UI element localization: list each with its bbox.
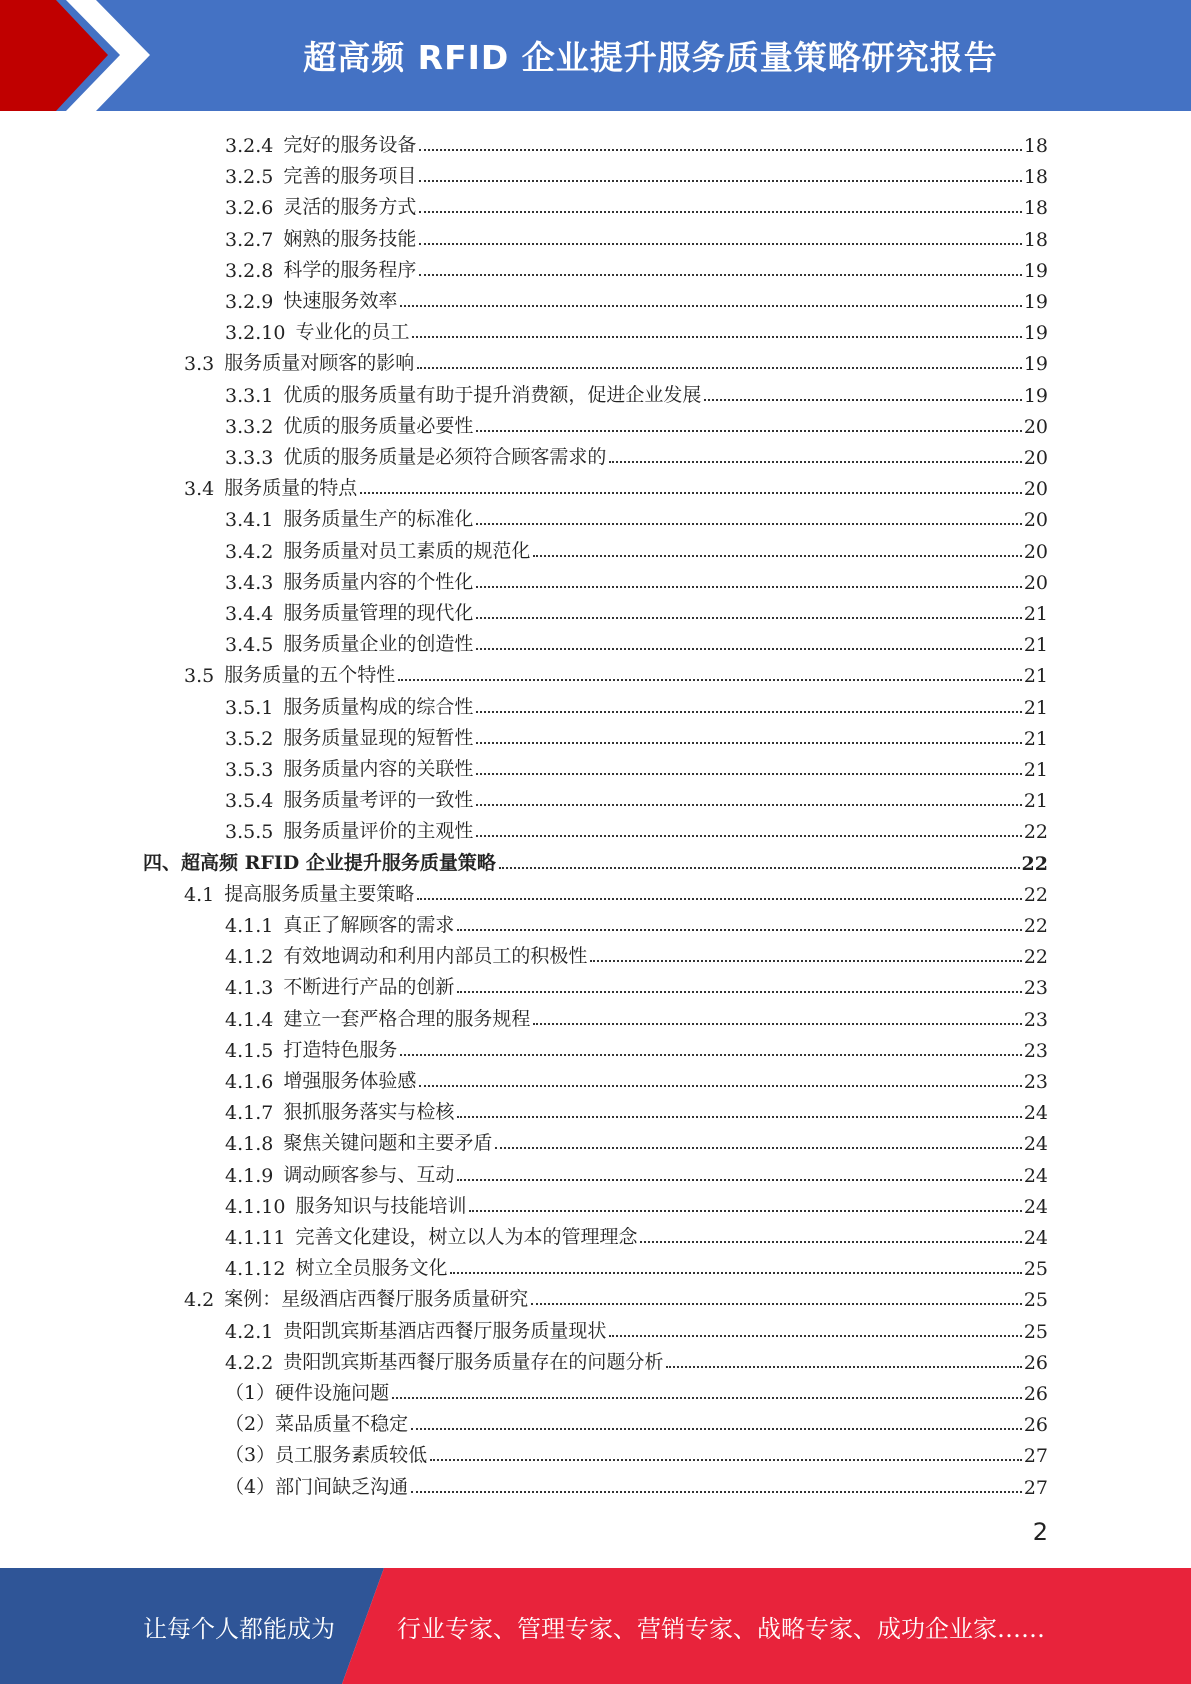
toc-entry-number: 3.5.2 bbox=[225, 727, 274, 750]
toc-entry-page: 21 bbox=[1023, 665, 1048, 688]
toc-entry-page: 19 bbox=[1023, 259, 1048, 282]
toc-dot-leader bbox=[609, 1335, 1021, 1337]
toc-entry-title: 服务质量的五个特性 bbox=[224, 664, 396, 687]
toc-entry-number: 3.3 bbox=[184, 353, 215, 376]
toc-entry-number: 3.3.2 bbox=[225, 415, 274, 438]
toc-dot-leader bbox=[469, 1210, 1021, 1212]
toc-entry-number: 4.1.8 bbox=[225, 1133, 274, 1156]
toc-entry-title: 狠抓服务落实与检核 bbox=[283, 1101, 455, 1124]
toc-entry[interactable] bbox=[184, 1280, 1048, 1311]
toc-entry[interactable] bbox=[225, 1031, 1048, 1062]
toc-entry-page: 25 bbox=[1023, 1320, 1048, 1343]
footer-banner bbox=[0, 1568, 1191, 1684]
toc-entry-number: 4.1.5 bbox=[225, 1039, 274, 1062]
toc-entry-title: 打造特色服务 bbox=[283, 1038, 398, 1061]
toc-dot-leader bbox=[457, 929, 1021, 931]
toc-dot-leader bbox=[531, 1303, 1022, 1305]
toc-entry-page: 24 bbox=[1023, 1195, 1048, 1218]
toc-dot-leader bbox=[417, 367, 1022, 369]
toc-entry[interactable] bbox=[225, 1468, 1048, 1499]
toc-dot-leader bbox=[590, 960, 1021, 962]
toc-dot-leader bbox=[419, 274, 1021, 276]
toc-entry[interactable] bbox=[225, 1187, 1048, 1218]
toc-entry-number: 3.2.7 bbox=[225, 228, 274, 251]
toc-dot-leader bbox=[476, 586, 1021, 588]
toc-entry-title: 建立一套严格合理的服务规程 bbox=[283, 1007, 531, 1030]
toc-entry-title: 增强服务体验感 bbox=[283, 1070, 417, 1092]
toc-entry-page: 18 bbox=[1023, 228, 1048, 251]
toc-entry-title: 有效地调动和利用内部员工的积极性 bbox=[283, 945, 588, 968]
toc-dot-leader bbox=[400, 1054, 1021, 1056]
toc-entry-page: 18 bbox=[1023, 197, 1048, 220]
toc-entry-page: 19 bbox=[1023, 322, 1048, 345]
toc-entry-title: 贵阳凯宾斯基西餐厅服务质量存在的问题分析 bbox=[283, 1350, 664, 1373]
toc-entry-page: 21 bbox=[1023, 603, 1048, 625]
toc-entry-page: 22 bbox=[1023, 883, 1048, 906]
toc-entry-page: 27 bbox=[1023, 1476, 1048, 1499]
toc-entry-page: 26 bbox=[1023, 1383, 1048, 1405]
toc-entry-title: 服务质量的特点 bbox=[224, 477, 358, 500]
toc-dot-leader bbox=[450, 1272, 1021, 1274]
toc-dot-leader bbox=[476, 711, 1021, 713]
toc-entry-number: 3.4.4 bbox=[225, 603, 274, 625]
toc-entry-title: 服务质量管理的现代化 bbox=[283, 602, 474, 624]
toc-entry-title: 服务质量对员工素质的规范化 bbox=[283, 539, 531, 562]
toc-dot-leader bbox=[417, 898, 1022, 900]
header-arrow-decoration bbox=[0, 0, 160, 111]
toc-entry-title: 完善的服务项目 bbox=[283, 165, 417, 188]
toc-entry[interactable] bbox=[225, 968, 1048, 999]
toc-dot-leader bbox=[430, 1459, 1022, 1461]
toc-entry-title: 娴熟的服务技能 bbox=[283, 227, 417, 250]
toc-entry[interactable] bbox=[225, 126, 1048, 157]
toc-entry-title: 不断进行产品的创新 bbox=[283, 976, 455, 999]
toc-entry-title: 服务质量显现的短暂性 bbox=[283, 726, 474, 749]
toc-entry-number: 3.3.1 bbox=[225, 384, 274, 407]
toc-entry-page: 23 bbox=[1023, 1071, 1048, 1093]
toc-entry[interactable] bbox=[225, 1062, 1048, 1093]
toc-entry[interactable] bbox=[225, 500, 1048, 531]
toc-dot-leader bbox=[400, 305, 1021, 307]
toc-entry-page: 21 bbox=[1023, 634, 1048, 657]
toc-dot-leader bbox=[704, 399, 1021, 401]
toc-entry-page: 24 bbox=[1023, 1164, 1048, 1187]
toc-entry-number: 3.2.8 bbox=[225, 259, 274, 282]
toc-entry-title: 四、超高频 RFID 企业提升服务质量策略 bbox=[143, 851, 496, 874]
toc-entry[interactable] bbox=[225, 563, 1048, 594]
toc-entry-title: 服务质量生产的标准化 bbox=[283, 508, 474, 531]
toc-entry[interactable] bbox=[225, 1405, 1048, 1436]
toc-dot-leader bbox=[476, 773, 1021, 775]
toc-dot-leader bbox=[533, 555, 1021, 557]
toc-entry-page: 21 bbox=[1023, 759, 1048, 781]
toc-entry-number: 3.2.9 bbox=[225, 291, 274, 313]
toc-entry-page: 23 bbox=[1023, 1008, 1048, 1031]
toc-entry-page: 20 bbox=[1023, 478, 1048, 501]
toc-dot-leader bbox=[476, 523, 1021, 525]
toc-entry-title: 服务质量考评的一致性 bbox=[283, 789, 474, 812]
toc-entry-number: 4.2.2 bbox=[225, 1351, 274, 1374]
toc-entry[interactable] bbox=[225, 313, 1048, 344]
toc-entry-page: 24 bbox=[1023, 1227, 1048, 1249]
toc-entry-number: 3.5.3 bbox=[225, 759, 274, 781]
toc-entry[interactable] bbox=[225, 251, 1048, 282]
toc-entry-page: 22 bbox=[1021, 852, 1048, 875]
toc-entry-page: 20 bbox=[1023, 509, 1048, 532]
toc-entry-number: 4.1.11 bbox=[225, 1227, 286, 1249]
toc-entry-number: 4.1.7 bbox=[225, 1102, 274, 1125]
toc-entry-title: 灵活的服务方式 bbox=[283, 196, 417, 219]
toc-entry[interactable] bbox=[225, 438, 1048, 469]
toc-entry-title: 快速服务效率 bbox=[283, 290, 398, 312]
toc-entry-number: 4.1.2 bbox=[225, 946, 274, 969]
toc-entry[interactable] bbox=[225, 1374, 1048, 1405]
header-banner bbox=[0, 0, 1191, 111]
toc-entry-page: 20 bbox=[1023, 540, 1048, 563]
toc-dot-leader bbox=[411, 1491, 1022, 1493]
toc-entry-title: 完善文化建设，树立以人为本的管理理念 bbox=[295, 1226, 638, 1248]
toc-entry-page: 20 bbox=[1023, 447, 1048, 469]
toc-entry-title: 科学的服务程序 bbox=[283, 258, 417, 281]
toc-entry[interactable] bbox=[225, 1249, 1048, 1280]
toc-dot-leader bbox=[392, 1397, 1022, 1399]
toc-entry[interactable] bbox=[225, 188, 1048, 219]
toc-entry-number: 3.4.2 bbox=[225, 540, 274, 563]
toc-entry[interactable] bbox=[225, 1093, 1048, 1124]
toc-entry-page: 19 bbox=[1023, 353, 1048, 376]
toc-entry-title: 完好的服务设备 bbox=[283, 134, 417, 156]
toc-dot-leader bbox=[476, 430, 1021, 432]
toc-dot-leader bbox=[419, 243, 1021, 245]
toc-entry[interactable] bbox=[225, 719, 1048, 750]
toc-entry-number: 3.2.4 bbox=[225, 135, 274, 157]
toc-entry[interactable] bbox=[184, 656, 1048, 687]
toc-entry-page: 19 bbox=[1023, 384, 1048, 407]
toc-entry-title: （3）员工服务素质较低 bbox=[225, 1444, 428, 1467]
toc-entry[interactable] bbox=[225, 781, 1048, 812]
toc-entry-page: 22 bbox=[1023, 915, 1048, 937]
toc-entry[interactable] bbox=[225, 407, 1048, 438]
toc-entry-title: 树立全员服务文化 bbox=[295, 1257, 448, 1280]
toc-entry-number: 4.2 bbox=[184, 1289, 215, 1312]
toc-dot-leader bbox=[476, 742, 1021, 744]
toc-entry-title: 优质的服务质量有助于提升消费额，促进企业发展 bbox=[283, 383, 702, 406]
toc-entry-page: 20 bbox=[1023, 415, 1048, 438]
toc-entry-title: （1）硬件设施问题 bbox=[225, 1382, 390, 1404]
toc-entry-page: 24 bbox=[1023, 1133, 1048, 1156]
toc-dot-leader bbox=[666, 1366, 1021, 1368]
toc-entry[interactable] bbox=[225, 937, 1048, 968]
toc-entry-number: 3.5.1 bbox=[225, 696, 274, 719]
toc-entry-number: 4.1.3 bbox=[225, 977, 274, 1000]
toc-entry-number: 4.1.10 bbox=[225, 1195, 286, 1218]
report-title: 超高频 RFID 企业提升服务质量策略研究报告 bbox=[303, 38, 998, 77]
toc-dot-leader bbox=[495, 1147, 1021, 1149]
toc-dot-leader bbox=[419, 211, 1021, 213]
toc-entry-title: 服务知识与技能培训 bbox=[295, 1194, 467, 1217]
page-number: 2 bbox=[1032, 1518, 1048, 1546]
toc-entry-page: 26 bbox=[1023, 1414, 1048, 1437]
toc-entry-number: 3.5.4 bbox=[225, 790, 274, 813]
toc-entry-page: 18 bbox=[1023, 135, 1048, 157]
toc-dot-leader bbox=[411, 1428, 1022, 1430]
toc-entry-title: （2）菜品质量不稳定 bbox=[225, 1413, 409, 1436]
toc-dot-leader bbox=[476, 648, 1021, 650]
toc-entry-page: 22 bbox=[1023, 946, 1048, 969]
toc-entry[interactable] bbox=[225, 532, 1048, 563]
toc-entry-title: 优质的服务质量必要性 bbox=[283, 414, 474, 437]
toc-entry[interactable] bbox=[225, 594, 1048, 625]
toc-dot-leader bbox=[419, 180, 1021, 182]
toc-entry-page: 26 bbox=[1023, 1351, 1048, 1374]
toc-dot-leader bbox=[533, 1023, 1021, 1025]
toc-dot-leader bbox=[476, 804, 1021, 806]
toc-dot-leader bbox=[360, 492, 1022, 494]
toc-dot-leader bbox=[476, 617, 1021, 619]
toc-entry[interactable] bbox=[225, 1312, 1048, 1343]
toc-entry-number: 4.2.1 bbox=[225, 1320, 274, 1343]
toc-entry-title: 优质的服务质量是必须符合顾客需求的 bbox=[283, 446, 607, 468]
toc-entry-page: 27 bbox=[1023, 1445, 1048, 1468]
toc-entry[interactable] bbox=[184, 469, 1048, 500]
toc-entry-number: 4.1.1 bbox=[225, 915, 274, 937]
toc-entry[interactable] bbox=[225, 1436, 1048, 1467]
toc-entry-number: 4.1.12 bbox=[225, 1258, 286, 1281]
toc-entry[interactable] bbox=[225, 1156, 1048, 1187]
toc-entry-number: 4.1 bbox=[184, 883, 215, 906]
toc-entry-title: 聚焦关键问题和主要矛盾 bbox=[283, 1132, 493, 1155]
toc-entry-title: 服务质量内容的个性化 bbox=[283, 570, 474, 593]
toc-dot-leader bbox=[640, 1241, 1021, 1243]
toc-dot-leader bbox=[476, 835, 1021, 837]
toc-entry-number: 3.5 bbox=[184, 665, 215, 688]
toc-entry[interactable] bbox=[225, 812, 1048, 843]
toc-entry-number: 3.4 bbox=[184, 478, 215, 501]
toc-entry-title: 服务质量对顾客的影响 bbox=[224, 352, 415, 375]
toc-entry-number: 3.4.5 bbox=[225, 634, 274, 657]
toc-entry-title: 真正了解顾客的需求 bbox=[283, 914, 455, 936]
toc-entry[interactable] bbox=[225, 1000, 1048, 1031]
toc-entry-page: 25 bbox=[1023, 1289, 1048, 1312]
toc-entry[interactable] bbox=[184, 875, 1048, 906]
toc-entry-page: 23 bbox=[1023, 1039, 1048, 1062]
toc-entry[interactable] bbox=[225, 1124, 1048, 1155]
toc-entry-page: 21 bbox=[1023, 790, 1048, 813]
toc-entry-title: 案例：星级酒店西餐厅服务质量研究 bbox=[224, 1288, 529, 1311]
toc-entry-number: 3.2.10 bbox=[225, 322, 286, 345]
toc-dot-leader bbox=[457, 1179, 1021, 1181]
toc-entry[interactable] bbox=[184, 344, 1048, 375]
toc-entry-page: 21 bbox=[1023, 727, 1048, 750]
toc-entry[interactable] bbox=[225, 906, 1048, 937]
toc-entry[interactable] bbox=[225, 750, 1048, 781]
toc-entry-number: 3.4.3 bbox=[225, 571, 274, 594]
toc-entry-title: 提高服务质量主要策略 bbox=[224, 882, 415, 905]
toc-entry-title: 贵阳凯宾斯基酒店西餐厅服务质量现状 bbox=[283, 1319, 607, 1342]
toc-entry-number: 3.5.5 bbox=[225, 821, 274, 844]
toc-dot-leader bbox=[412, 336, 1021, 338]
toc-entry-page: 19 bbox=[1023, 291, 1048, 313]
toc-entry[interactable] bbox=[225, 688, 1048, 719]
toc-dot-leader bbox=[499, 867, 1020, 869]
toc-dot-leader bbox=[419, 1085, 1021, 1087]
toc-dot-leader bbox=[398, 679, 1022, 681]
toc-entry-page: 23 bbox=[1023, 977, 1048, 1000]
footer-slogan-right: 行业专家、管理专家、营销专家、战略专家、成功企业家…… bbox=[397, 1614, 1045, 1643]
toc-entry-page: 20 bbox=[1023, 571, 1048, 594]
footer-slogan-left: 让每个人都能成为 bbox=[143, 1614, 335, 1643]
toc-entry-page: 18 bbox=[1023, 166, 1048, 189]
toc-entry-title: 专业化的员工 bbox=[295, 321, 410, 344]
toc-entry-page: 24 bbox=[1023, 1102, 1048, 1125]
toc-entry-title: 调动顾客参与、互动 bbox=[283, 1163, 455, 1186]
toc-entry-title: 服务质量企业的创造性 bbox=[283, 633, 474, 656]
toc-entry-title: 服务质量构成的综合性 bbox=[283, 695, 474, 718]
toc-entry-number: 3.3.3 bbox=[225, 447, 274, 469]
toc-entry[interactable] bbox=[225, 282, 1048, 313]
toc-entry-title: 服务质量评价的主观性 bbox=[283, 820, 474, 843]
toc-dot-leader bbox=[457, 991, 1021, 993]
toc-entry[interactable] bbox=[225, 157, 1048, 188]
toc-entry[interactable] bbox=[225, 625, 1048, 656]
toc-dot-leader bbox=[609, 461, 1021, 463]
toc-entry[interactable] bbox=[225, 1343, 1048, 1374]
toc-entry-title: 服务质量内容的关联性 bbox=[283, 758, 474, 780]
toc-entry-number: 3.2.5 bbox=[225, 166, 274, 189]
toc-entry-number: 3.2.6 bbox=[225, 197, 274, 220]
toc-entry-number: 4.1.6 bbox=[225, 1071, 274, 1093]
toc-entry-title: （4）部门间缺乏沟通 bbox=[225, 1475, 409, 1498]
toc-entry[interactable] bbox=[225, 376, 1048, 407]
toc-entry[interactable] bbox=[143, 844, 1048, 875]
toc-dot-leader bbox=[457, 1116, 1021, 1118]
toc-entry-number: 4.1.4 bbox=[225, 1008, 274, 1031]
toc-entry-number: 3.4.1 bbox=[225, 509, 274, 532]
toc-entry-number: 4.1.9 bbox=[225, 1164, 274, 1187]
toc-entry[interactable] bbox=[225, 220, 1048, 251]
toc-entry[interactable] bbox=[225, 1218, 1048, 1249]
toc-entry-page: 22 bbox=[1023, 821, 1048, 844]
toc-dot-leader bbox=[419, 149, 1021, 151]
toc-entry-page: 21 bbox=[1023, 696, 1048, 719]
toc-entry-page: 25 bbox=[1023, 1258, 1048, 1281]
